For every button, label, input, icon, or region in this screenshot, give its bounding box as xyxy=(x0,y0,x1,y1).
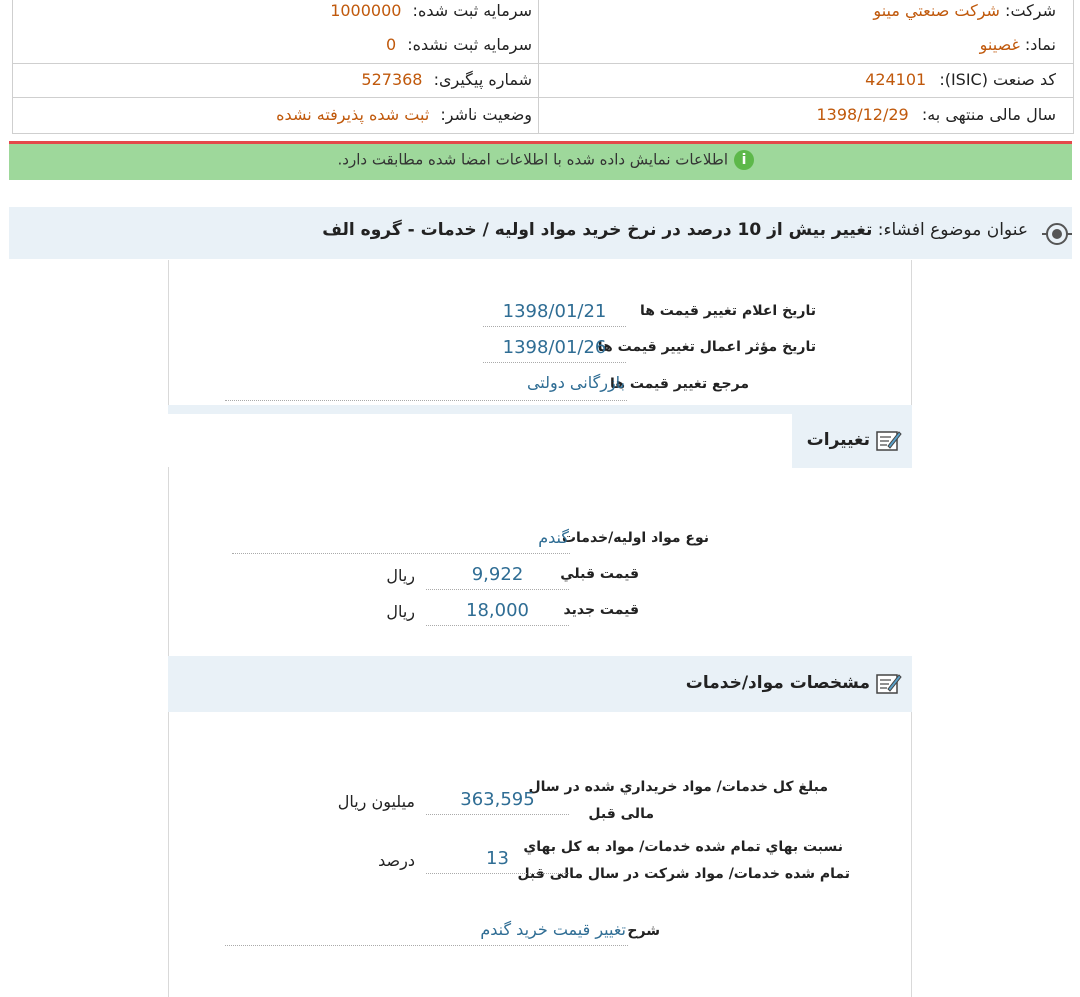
new-price-unit: ريال xyxy=(386,602,415,621)
total-purchase-value: 363,595 xyxy=(426,786,569,815)
material-type-value: گندم xyxy=(538,528,569,547)
fiscal-row xyxy=(817,98,1057,132)
old-price-unit: ريال xyxy=(386,566,415,585)
panel-border-left-3 xyxy=(168,712,169,997)
material-type-label: نوع مواد اولیه/خدمات xyxy=(561,530,709,546)
changes-title: تغییرات xyxy=(806,430,870,450)
new-price-label: قیمت جدید xyxy=(563,602,639,618)
announce-date-value: 1398/01/21 xyxy=(483,298,626,327)
disclosure-subject-bar xyxy=(9,207,1072,259)
new-price-value: 18,000 xyxy=(426,597,569,626)
isic-row xyxy=(865,63,1056,97)
total-purchase-label-line1: مبلغ کل خدمات/ مواد خريداري شده در سال xyxy=(528,779,828,795)
registered-capital-value: 1000000 xyxy=(330,1,402,20)
old-price-label: قیمت قبلي xyxy=(560,566,639,582)
tracking-value: 527368 xyxy=(361,70,423,89)
symbol-row xyxy=(980,28,1056,62)
isic-label: کد صنعت (ISIC): xyxy=(939,70,1056,89)
verification-notice xyxy=(9,141,1072,180)
cost-ratio-label-line2: تمام شده خدمات/ مواد شرکت در سال مالی قبل xyxy=(517,866,850,882)
price-reference-label: مرجع تغییر قیمت ها xyxy=(609,376,749,392)
panel-border-right xyxy=(911,260,912,410)
cost-ratio-value: 13 xyxy=(426,845,569,874)
panel-border-left-2 xyxy=(168,467,169,657)
fiscal-label: سال مالی منتهی به: xyxy=(921,105,1056,124)
material-type-underline xyxy=(232,553,570,554)
registered-capital-row xyxy=(330,0,532,28)
target-icon xyxy=(1042,219,1072,249)
verification-notice-text: اطلاعات نمایش داده شده با اطلاعات امضا شده مطابقت دارد. xyxy=(337,150,728,169)
publisher-status-label: وضعیت ناشر: xyxy=(440,105,532,124)
company-label: شرکت: xyxy=(1005,1,1056,20)
publisher-status-row xyxy=(276,98,532,132)
total-purchase-unit: میلیون ريال xyxy=(337,792,415,811)
description-label: شرح xyxy=(627,923,660,939)
symbol-label: نماد: xyxy=(1024,35,1056,54)
subject-value: تغییر بیش از 10 درصد در نرخ خرید مواد اولیه / خدمات - گروه الف xyxy=(322,220,873,240)
announce-date-label: تاریخ اعلام تغییر قیمت ها xyxy=(639,303,816,319)
changes-section-header xyxy=(792,414,912,468)
cost-ratio-label-line1: نسبت بهاي تمام شده خدمات/ مواد به کل بهاي xyxy=(523,839,843,855)
registered-capital-label: سرمایه ثبت شده: xyxy=(412,1,532,20)
unregistered-capital-row xyxy=(386,28,532,62)
unregistered-capital-value: 0 xyxy=(385,35,397,54)
fiscal-value: 1398/12/29 xyxy=(816,105,909,124)
total-purchase-label-line2: مالی قبل xyxy=(588,806,654,822)
publisher-status-value: ثبت شده پذیرفته نشده xyxy=(276,105,430,124)
cost-ratio-unit: درصد xyxy=(378,851,415,870)
effective-date-label: تاریخ مؤثر اعمال تغییر قیمت ها xyxy=(597,339,816,355)
specs-section-header xyxy=(168,656,912,712)
isic-value: 424101 xyxy=(865,70,927,89)
description-value: تغییر قیمت خرید گندم xyxy=(480,920,626,939)
panel-border-left xyxy=(168,260,169,410)
edit-note-icon xyxy=(876,428,902,452)
panel-divider xyxy=(168,405,912,414)
old-price-value: 9,922 xyxy=(426,561,569,590)
tracking-row xyxy=(361,63,532,97)
subject-label: عنوان موضوع افشاء: xyxy=(877,220,1028,240)
info-icon: i xyxy=(734,150,754,170)
specs-title: مشخصات مواد/خدمات xyxy=(685,673,870,693)
price-reference-value: بازرگانی دولتی xyxy=(526,373,625,392)
tracking-label: شماره پیگیری: xyxy=(433,70,532,89)
unregistered-capital-label: سرمایه ثبت نشده: xyxy=(407,35,532,54)
company-row xyxy=(873,0,1056,28)
panel-border-right-3 xyxy=(911,712,912,997)
symbol-value[interactable]: غصينو xyxy=(979,35,1020,54)
effective-date-value: 1398/01/26 xyxy=(483,334,626,363)
description-underline xyxy=(225,945,628,946)
edit-note-icon xyxy=(876,671,902,695)
price-reference-underline xyxy=(225,400,627,401)
company-value[interactable]: شركت صنعتي مينو xyxy=(873,1,1000,20)
